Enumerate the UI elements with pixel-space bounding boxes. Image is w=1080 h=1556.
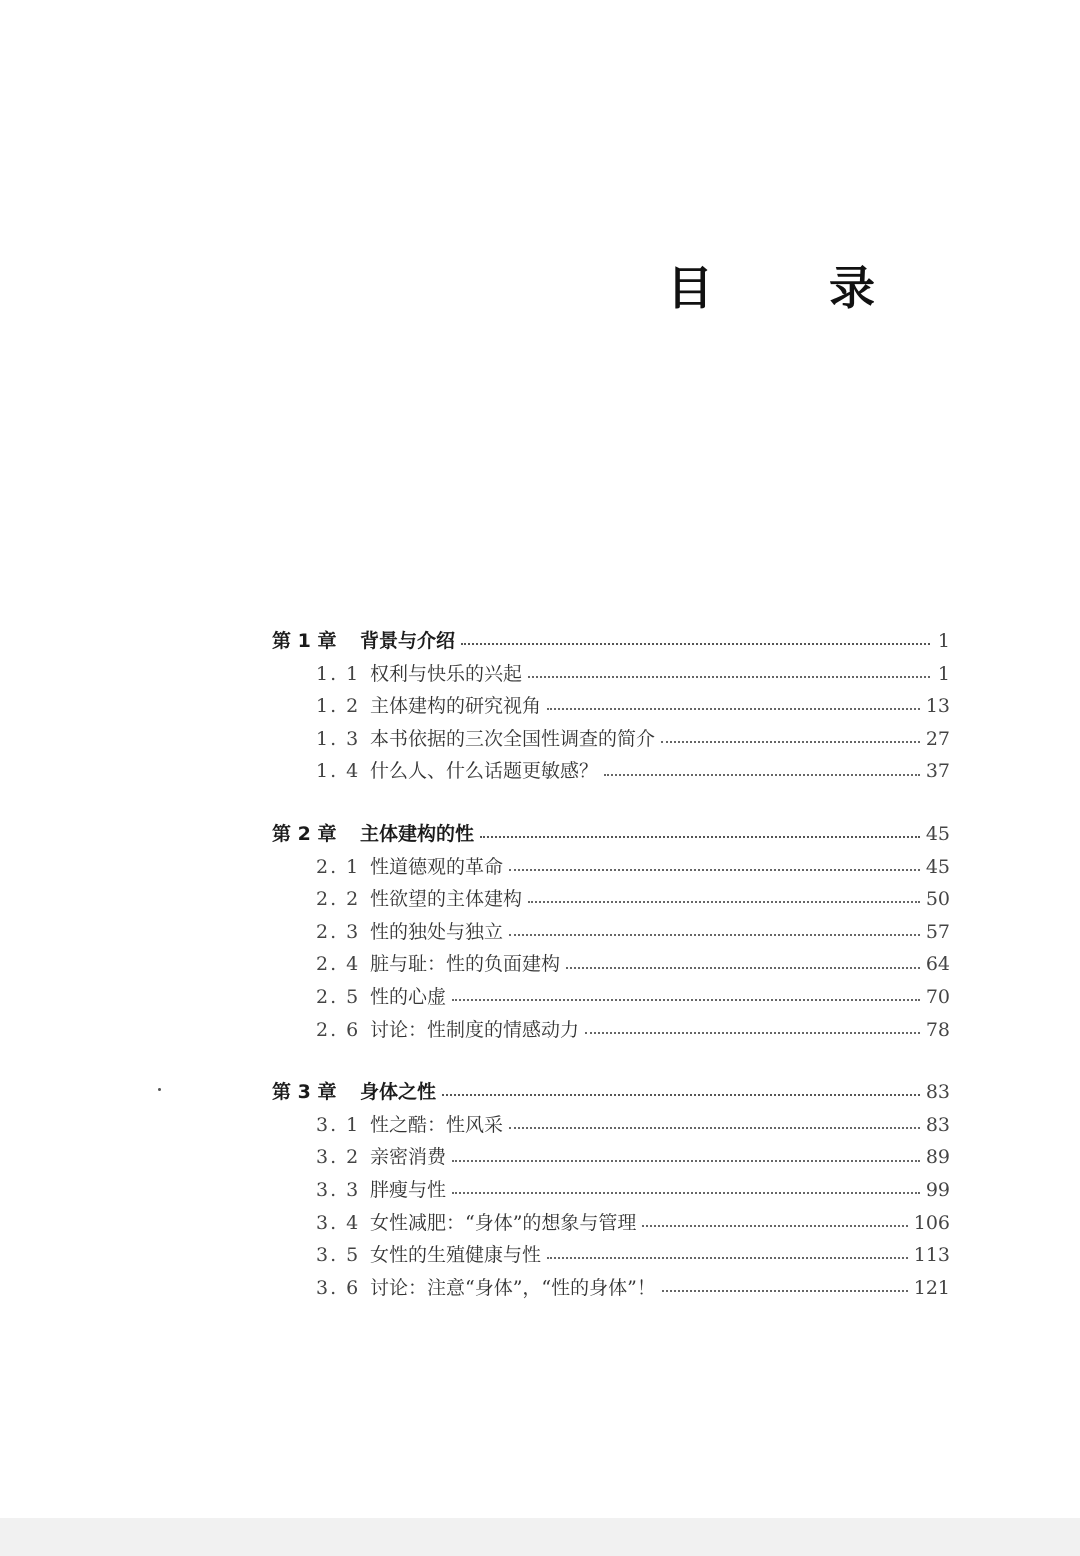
page-number: 13 <box>925 695 950 718</box>
page-number: 1 <box>937 630 950 652</box>
dot-leader <box>547 696 920 716</box>
section-number: 2. 6 <box>316 1018 361 1041</box>
page-number: 64 <box>925 953 950 976</box>
section-title: 本书依据的三次全国性调查的简介 <box>370 727 656 750</box>
section-title: 什么人、什么话题更敏感？ <box>370 760 599 783</box>
dot-leader <box>528 664 930 684</box>
section-number: 3. 1 <box>316 1113 361 1136</box>
page-number: 45 <box>925 822 950 845</box>
section-title: 性之酷：性风采 <box>370 1113 504 1136</box>
toc-chapter-entry[interactable] <box>272 818 950 851</box>
page-number: 37 <box>925 760 950 783</box>
section-title: 女性减肥：“身体”的想象与管理 <box>370 1211 637 1234</box>
dot-leader <box>461 631 930 651</box>
chapter-number: 第 2 章 <box>272 822 337 845</box>
section-title: 女性的生殖健康与性 <box>370 1244 542 1267</box>
toc-section-entry[interactable] <box>272 1109 950 1142</box>
bottom-margin-strip <box>0 1518 1080 1556</box>
toc-chapter-entry[interactable] <box>272 1076 950 1109</box>
table-of-contents <box>272 625 950 1334</box>
section-number: 2. 3 <box>316 920 361 943</box>
page-title: 目 录 <box>666 261 925 315</box>
toc-section-entry[interactable] <box>272 851 950 884</box>
section-number: 2. 2 <box>316 888 361 911</box>
dot-leader <box>509 922 920 942</box>
section-number: 3. 3 <box>316 1178 361 1201</box>
page-number: 1 <box>937 662 950 685</box>
section-number: 2. 4 <box>316 953 361 976</box>
section-number: 1. 2 <box>316 695 361 718</box>
section-title: 性欲望的主体建构 <box>370 888 523 911</box>
chapter-1 <box>272 625 950 788</box>
section-number: 1. 1 <box>316 662 361 685</box>
section-number: 3. 4 <box>316 1211 361 1234</box>
section-title: 脏与耻：性的负面建构 <box>370 953 561 976</box>
page-number: 99 <box>925 1178 950 1201</box>
section-number: 1. 4 <box>316 760 361 783</box>
section-title: 性道德观的革命 <box>370 855 504 878</box>
dot-leader <box>585 1020 920 1040</box>
toc-chapter-entry[interactable] <box>272 625 950 658</box>
dot-leader <box>661 729 920 749</box>
toc-section-entry[interactable] <box>272 658 950 691</box>
chapter-2 <box>272 818 950 1046</box>
section-number: 1. 3 <box>316 727 361 750</box>
page-number: 89 <box>925 1146 950 1169</box>
page-number: 27 <box>925 727 950 750</box>
toc-section-entry[interactable] <box>272 948 950 981</box>
section-title: 讨论：性制度的情感动力 <box>370 1018 580 1041</box>
section-title: 胖瘦与性 <box>370 1178 447 1201</box>
toc-section-entry[interactable] <box>272 1174 950 1207</box>
toc-section-entry[interactable] <box>272 755 950 788</box>
page-number: 106 <box>913 1211 950 1234</box>
section-number: 2. 5 <box>316 985 361 1008</box>
page-number: 121 <box>913 1276 950 1299</box>
section-title: 亲密消费 <box>370 1146 447 1169</box>
page-number: 83 <box>925 1113 950 1136</box>
chapter-number: 第 3 章 <box>272 1081 337 1104</box>
toc-section-entry[interactable] <box>272 1141 950 1174</box>
chapter-title: 主体建构的性 <box>360 822 475 845</box>
section-title: 权利与快乐的兴起 <box>370 662 523 685</box>
dot-leader <box>547 1245 908 1265</box>
page-number: 57 <box>925 920 950 943</box>
page-number: 78 <box>925 1018 950 1041</box>
toc-section-entry[interactable] <box>272 883 950 916</box>
chapter-3 <box>272 1076 950 1304</box>
page-number: 70 <box>925 985 950 1008</box>
scan-speck <box>158 1088 161 1091</box>
dot-leader <box>528 889 920 909</box>
toc-section-entry[interactable] <box>272 981 950 1014</box>
toc-section-entry[interactable] <box>272 916 950 949</box>
section-title: 性的心虚 <box>370 985 447 1008</box>
dot-leader <box>566 955 920 975</box>
page-number: 83 <box>925 1081 950 1104</box>
section-title: 主体建构的研究视角 <box>370 695 542 718</box>
toc-section-entry[interactable] <box>272 723 950 756</box>
section-number: 3. 6 <box>316 1276 361 1299</box>
toc-section-entry[interactable] <box>272 1272 950 1305</box>
toc-section-entry[interactable] <box>272 1239 950 1272</box>
toc-section-entry[interactable] <box>272 690 950 723</box>
section-title: 讨论：注意“身体”，“性的身体”！ <box>370 1276 656 1299</box>
dot-leader <box>442 1082 920 1102</box>
section-number: 3. 2 <box>316 1146 361 1169</box>
section-title: 性的独处与独立 <box>370 920 504 943</box>
dot-leader <box>480 824 920 844</box>
dot-leader <box>509 1115 920 1135</box>
page-number: 113 <box>913 1244 950 1267</box>
dot-leader <box>452 987 920 1007</box>
chapter-title: 身体之性 <box>360 1081 437 1104</box>
toc-section-entry[interactable] <box>272 1014 950 1047</box>
section-number: 3. 5 <box>316 1244 361 1267</box>
dot-leader <box>452 1180 920 1200</box>
dot-leader <box>452 1148 920 1168</box>
toc-section-entry[interactable] <box>272 1207 950 1240</box>
dot-leader <box>509 857 920 877</box>
dot-leader <box>642 1213 907 1233</box>
dot-leader <box>662 1278 908 1298</box>
section-number: 2. 1 <box>316 855 361 878</box>
page-number: 50 <box>925 888 950 911</box>
dot-leader <box>604 762 920 782</box>
chapter-number: 第 1 章 <box>272 630 337 652</box>
chapter-title: 背景与介绍 <box>360 630 456 652</box>
page-number: 45 <box>925 855 950 878</box>
